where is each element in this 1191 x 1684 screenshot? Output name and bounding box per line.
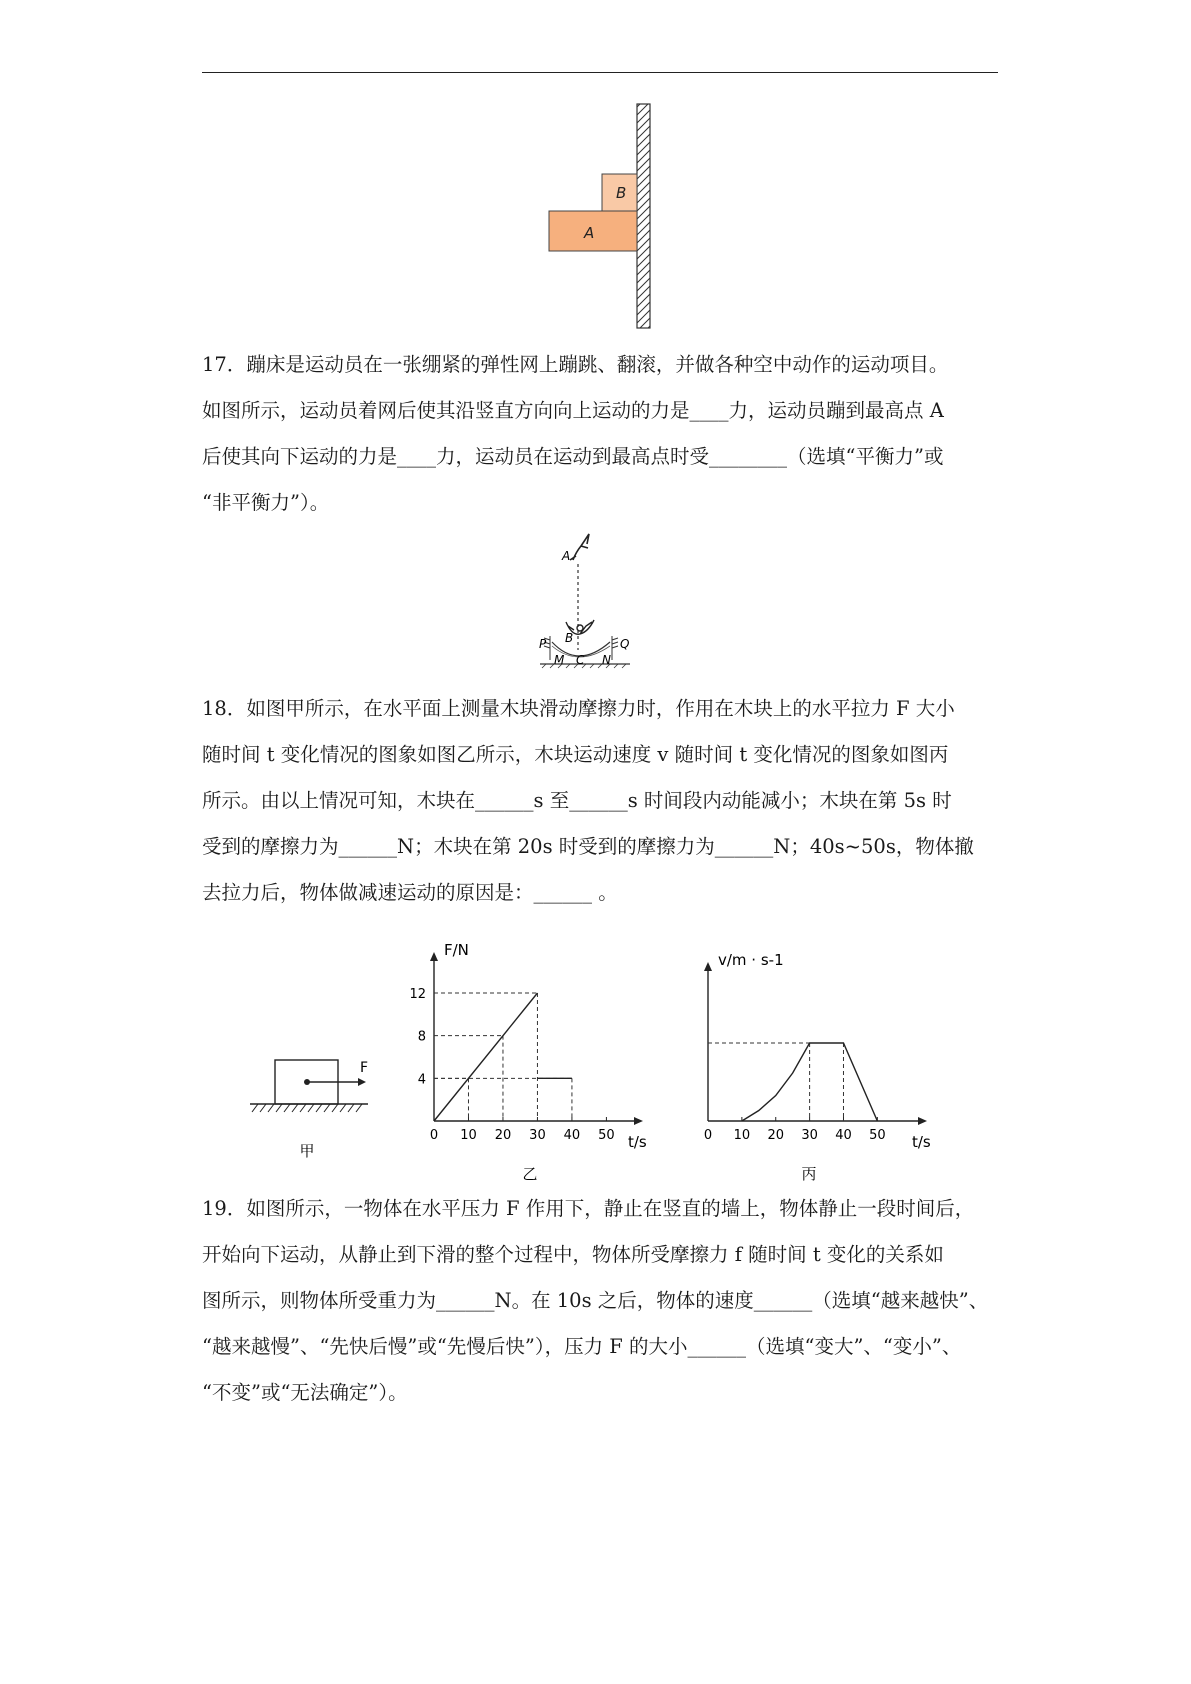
q17-line: 后使其向下运动的力是____力，运动员在运动到最高点时受________（选填“平衡力”或 (202, 445, 944, 468)
chart-velocity-time (690, 935, 950, 1183)
q17-line: “非平衡力”）。 (202, 491, 330, 514)
q19-line: 开始向下运动，从静止到下滑的整个过程中，物体所受摩擦力 f 随时间 t 变化的关系如 (202, 1243, 944, 1266)
point-c-label: C (576, 653, 585, 667)
y-axis-label: v/m · s-1 (718, 951, 784, 969)
q18-line: 去拉力后，物体做减速运动的原因是：______ 。 (202, 881, 618, 904)
x-tick-label: 40 (563, 1128, 581, 1143)
x-tick-label: 0 (703, 1128, 713, 1143)
figure-jia (246, 1050, 386, 1170)
x-tick-label: 20 (767, 1128, 785, 1143)
caption-jia: 甲 (299, 1142, 315, 1160)
q18-line: 所示。由以上情况可知，木块在______s 至______s 时间段内动能减小；木块在第 5s 时 (202, 789, 952, 812)
x-tick-label: 10 (733, 1128, 751, 1143)
x-axis-arrow (918, 1117, 927, 1125)
y-axis-label: F/N (444, 941, 469, 959)
q19-line: 图所示，则物体所受重力为______N。在 10s 之后，物体的速度______（选填“越来越快”、 (202, 1289, 989, 1312)
chart-caption: 乙 (522, 1165, 538, 1183)
x-tick-label: 30 (529, 1128, 546, 1143)
y-tick-label: 8 (417, 1029, 426, 1045)
question-17 (202, 342, 1002, 526)
chart-force-time (409, 928, 660, 1183)
series-line (434, 993, 537, 1121)
q17-line: 如图所示，运动员着网后使其沿竖直方向向上运动的力是____力，运动员蹦到最高点 A (202, 399, 944, 422)
chart-caption: 丙 (801, 1165, 817, 1183)
q19-line: 19．如图所示，一物体在水平压力 F 作用下，静止在竖直的墙上，物体静止一段时间后， (202, 1197, 975, 1220)
q19-line: “不变”或“无法确定”）。 (202, 1381, 408, 1404)
question-18 (202, 686, 1002, 916)
x-tick-label: 0 (429, 1128, 439, 1143)
athlete-top-icon (570, 534, 589, 560)
x-tick-label: 10 (460, 1128, 477, 1143)
point-m-label: M (554, 653, 565, 667)
x-axis-arrow (634, 1117, 643, 1125)
y-axis-arrow (430, 952, 438, 961)
force-label: F (360, 1060, 369, 1076)
question-19 (202, 1186, 1002, 1416)
x-axis-label: t/s (628, 1133, 647, 1151)
block-b-label: B (616, 184, 627, 202)
y-tick-label: 12 (409, 987, 426, 1002)
x-tick-label: 30 (801, 1128, 818, 1143)
q18-line: 随时间 t 变化情况的图象如图乙所示，木块运动速度 v 随时间 t 变化情况的图象如图丙 (202, 743, 949, 766)
point-n-label: N (602, 653, 611, 667)
trampoline-figure (540, 530, 670, 680)
point-a-label: A (562, 549, 571, 563)
block-a-label: A (584, 224, 595, 242)
x-axis-label: t/s (912, 1133, 931, 1151)
wall (637, 104, 650, 328)
q19-line: “越来越慢”、“先快后慢”或“先慢后快”），压力 F 的大小______（选填“变大”、“变小”、 (202, 1335, 962, 1358)
x-tick-label: 20 (494, 1128, 512, 1143)
point-b-label: B (565, 631, 574, 645)
x-tick-label: 50 (598, 1128, 615, 1143)
y-tick-label: 4 (417, 1072, 426, 1088)
x-tick-label: 40 (835, 1128, 852, 1143)
q18-line: 18．如图甲所示，在水平面上测量木块滑动摩擦力时，作用在木块上的水平拉力 F 大小 (202, 697, 955, 720)
q17-line: 17．蹦床是运动员在一张绷紧的弹性网上蹦跳、翻滚，并做各种空中动作的运动项目。 (202, 353, 949, 376)
x-tick-label: 50 (869, 1128, 886, 1143)
point-p-label: P (539, 637, 547, 651)
q18-line: 受到的摩擦力为______N；木块在第 20s 时受到的摩擦力为______N；40s~50s，物体撤 (202, 835, 974, 858)
blocks-wall-figure (540, 100, 660, 332)
header-rule (202, 72, 998, 73)
y-axis-arrow (704, 962, 712, 971)
point-q-label: Q (620, 637, 630, 651)
